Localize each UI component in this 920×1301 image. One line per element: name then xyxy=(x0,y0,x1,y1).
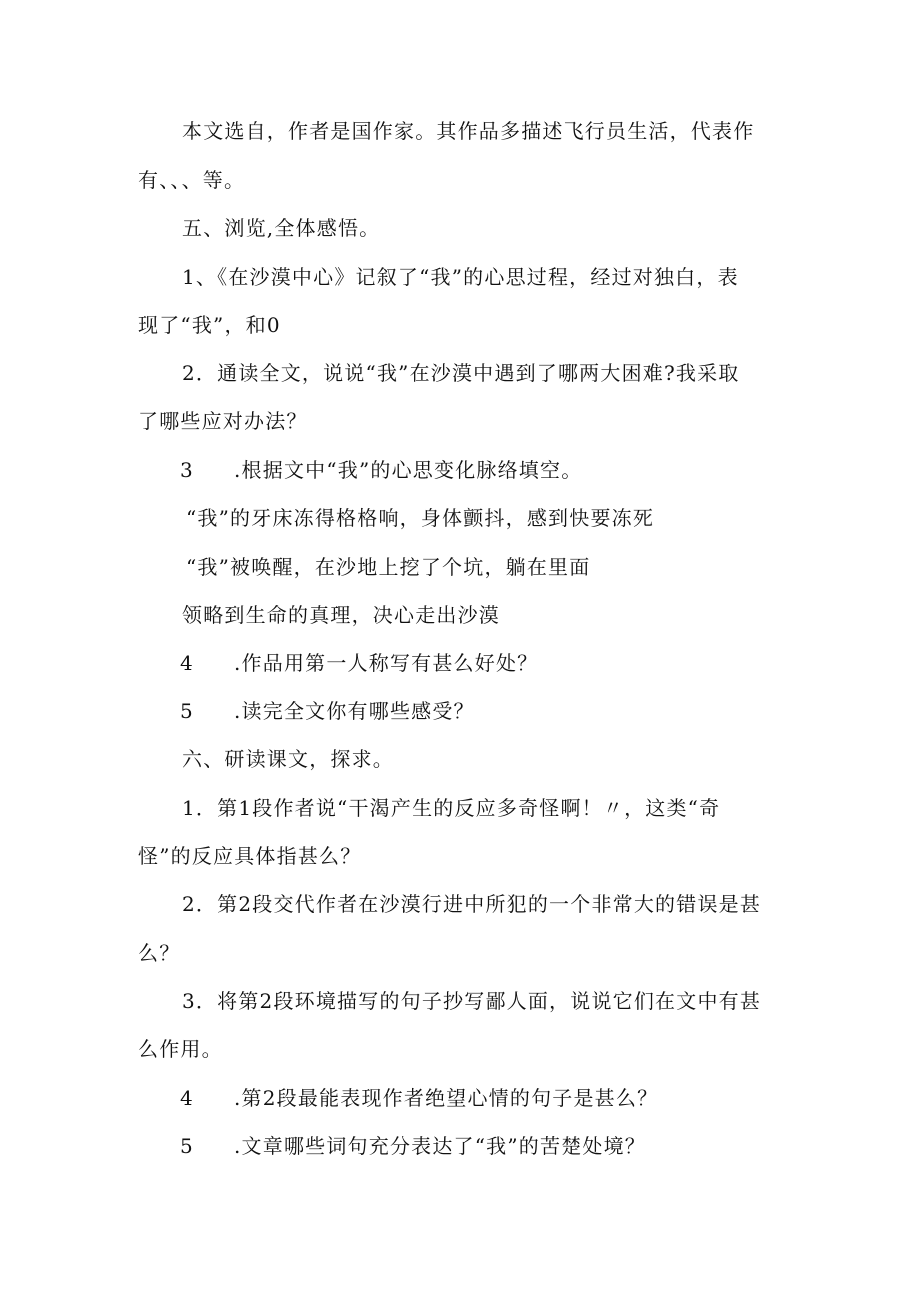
s6-q2-line-2: 么？ xyxy=(138,941,181,965)
s5-fill-line-2: “我”被唤醒，在沙地上挖了个坑，躺在里面 xyxy=(186,555,591,579)
s5-q3-text: .根据文中“我”的心思变化脉络填空。 xyxy=(234,458,583,482)
s5-q4 xyxy=(180,649,538,677)
s5-q3 xyxy=(180,456,582,484)
s5-q2-line-1: 2．通读全文，说说“我”在沙漠中遇到了哪两大困难?我采取 xyxy=(182,361,740,385)
s6-q5-text: .文章哪些词句充分表达了“我”的苦楚处境？ xyxy=(234,1134,647,1158)
s6-q1-line-1: 1．第1段作者说“干渴产生的反应多奇怪啊！〃，这类“奇 xyxy=(182,796,721,820)
s6-q4 xyxy=(180,1084,658,1112)
s6-q3-line-2: 么作用。 xyxy=(138,1037,223,1061)
s6-q3-line-1: 3．将第2段环境描写的句子抄写鄙人面，说说它们在文中有甚 xyxy=(182,989,762,1013)
s5-q4-number: 4 xyxy=(180,651,194,675)
s5-q4-text: .作品用第一人称写有甚么好处？ xyxy=(234,651,539,675)
s6-q5-number: 5 xyxy=(180,1134,194,1158)
section-6-heading: 六、研读课文，探求。 xyxy=(182,747,394,771)
s5-q5-number: 5 xyxy=(180,699,194,723)
s6-q2-line-1: 2．第2段交代作者在沙漠行进中所犯的一个非常大的错误是甚 xyxy=(182,892,762,916)
s6-q1-line-2: 怪”的反应具体指甚么？ xyxy=(138,844,362,868)
s5-q3-number: 3 xyxy=(180,458,194,482)
s5-fill-line-3: 领略到生命的真理，决心走出沙漠 xyxy=(182,603,500,627)
s6-q4-text: .第2段最能表现作者绝望心情的句子是甚么？ xyxy=(234,1086,659,1110)
s6-q4-number: 4 xyxy=(180,1086,194,1110)
s6-q5 xyxy=(180,1132,646,1160)
intro-line-1: 本文选自，作者是国作家。其作品多描述飞行员生活，代表作 xyxy=(182,119,755,143)
s5-q5-text: .读完全文你有哪些感受？ xyxy=(234,699,475,723)
s5-fill-line-1: “我”的牙床冻得格格响，身体颤抖，感到快要冻死 xyxy=(186,506,655,530)
section-5-heading: 五、浏览,全体感悟。 xyxy=(182,216,381,240)
s5-q2-line-2: 了哪些应对办法？ xyxy=(138,409,308,433)
s5-q1-line-1: 1、《在沙漠中心》记叙了“我”的心思过程，经过对独白，表 xyxy=(182,265,739,289)
intro-line-2: 有、、、等。 xyxy=(138,168,246,192)
s5-q1-line-2: 现了“我”，和0 xyxy=(138,313,281,337)
s5-q5 xyxy=(180,697,475,725)
